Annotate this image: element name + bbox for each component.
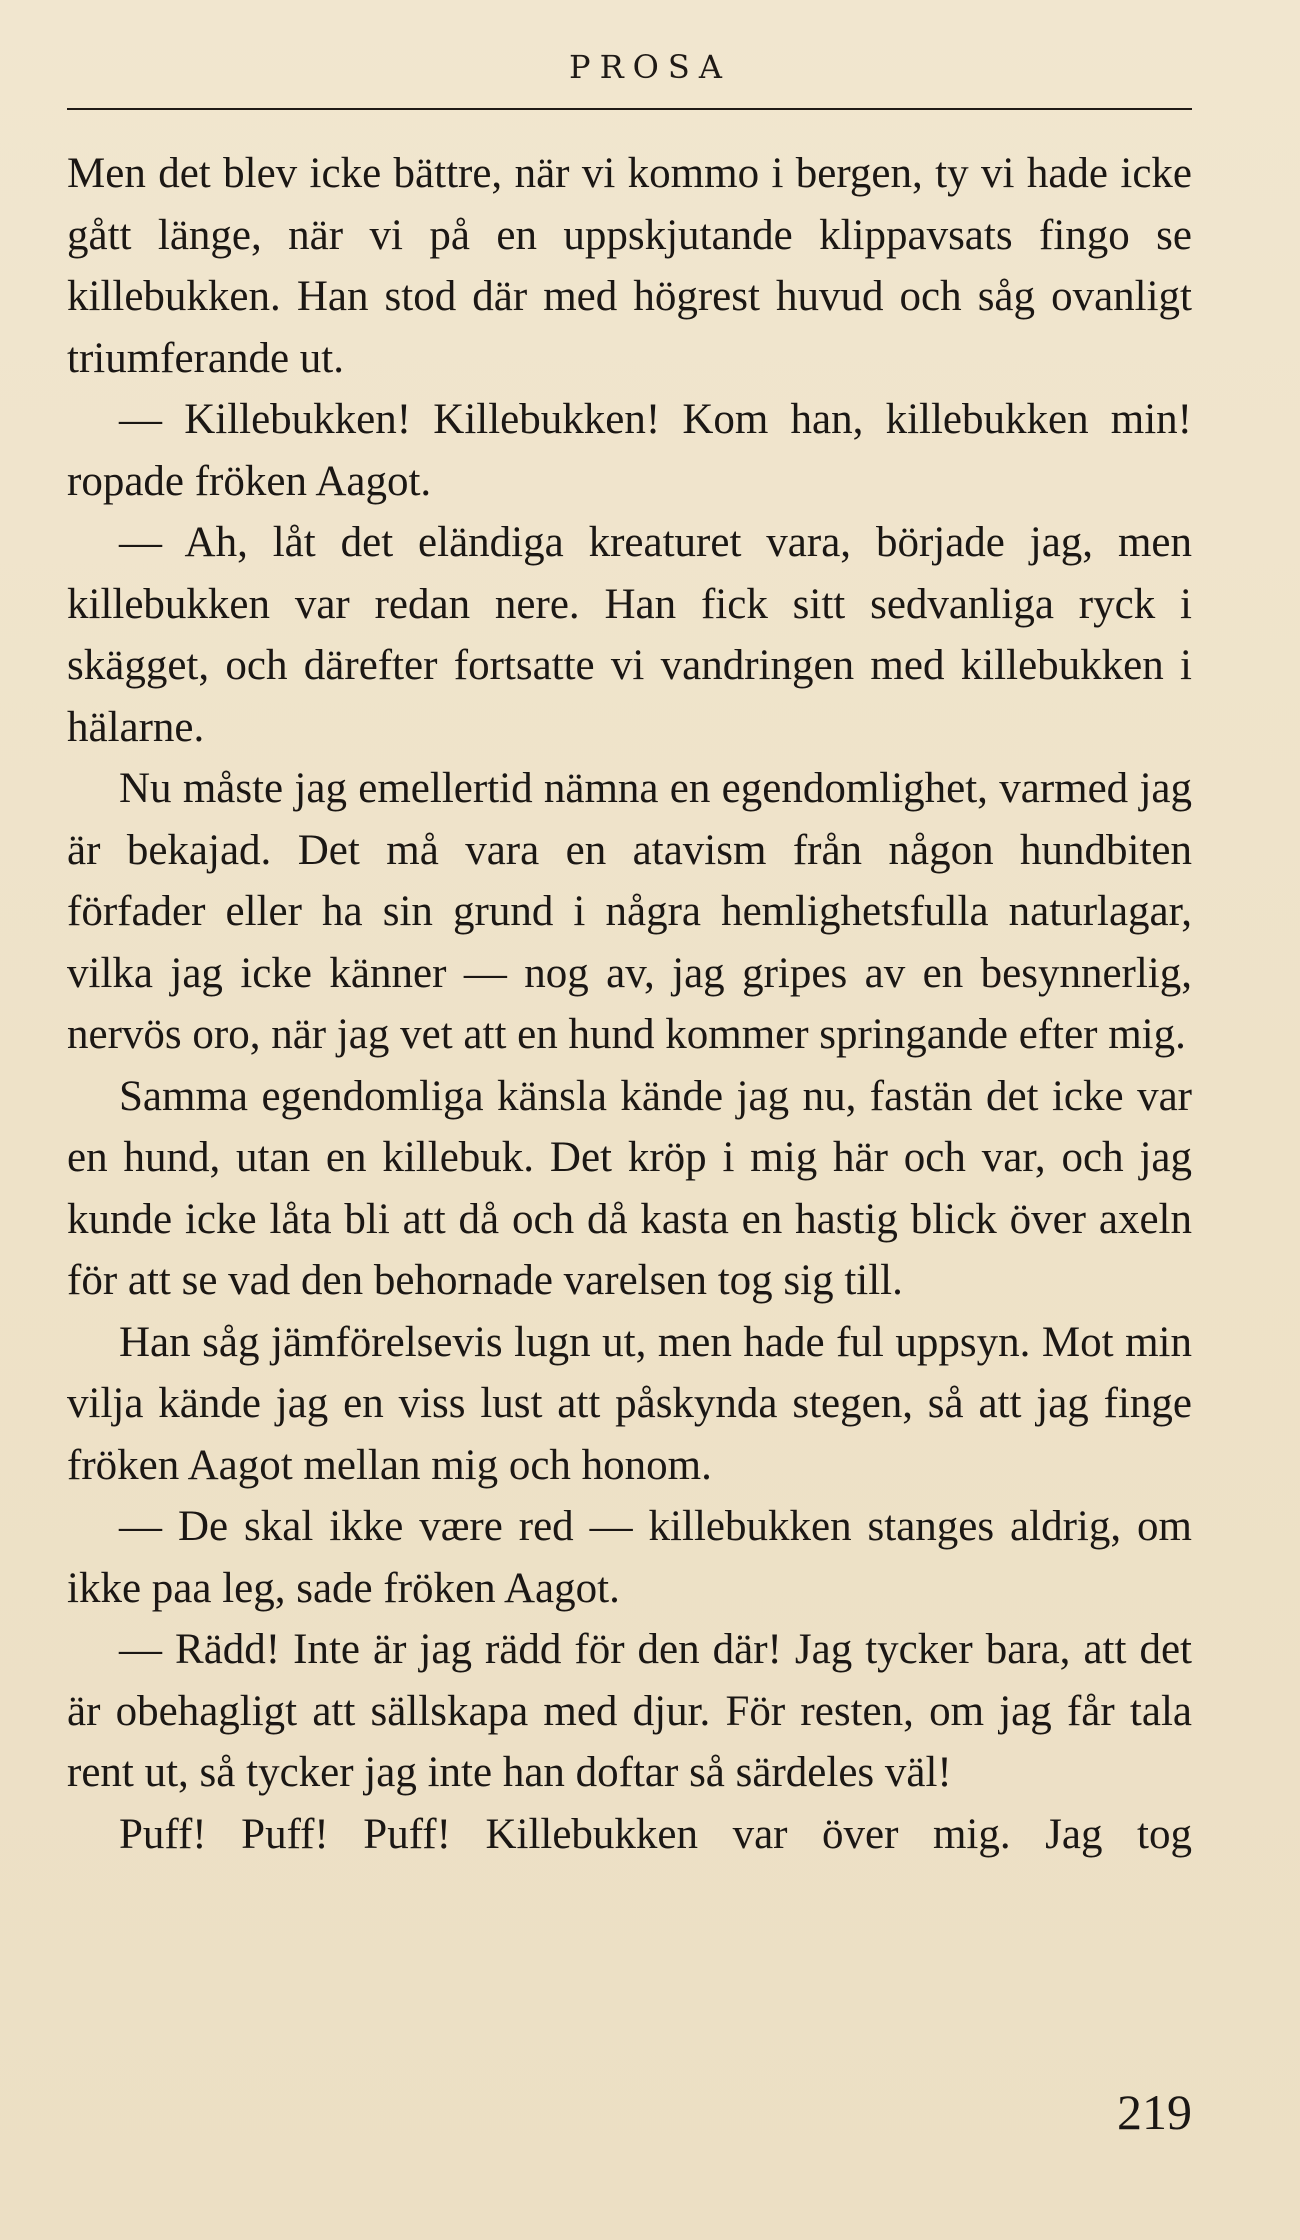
paragraph: Samma egendomliga känsla kände jag nu, fastän det icke var en hund, utan en killebuk. Det kröp i mig här och var, och jag kunde icke låta bli att då och då kasta en hastig blick över axeln för att se vad den behornade varelsen tog sig till. (67, 1072, 1192, 1304)
dialogue-paragraph: — De skal ikke være red — killebukken stanges aldrig, om ikke paa leg, sade fröken Aagot. (67, 1503, 1192, 1612)
paragraph: Men det blev icke bättre, när vi kommo i bergen, ty vi hade icke gått länge, när vi på en uppskjutande klippavsats fingo se killebukken. Han stod där med högrest huvud och såg ovanligt triumferande ut. (67, 150, 1192, 382)
paragraph-continues: Puff! Puff! Puff! Killebukken var över mig. Jag tog (119, 1810, 1192, 1858)
running-title: PROSA (569, 48, 731, 86)
paragraph: Han såg jämförelsevis lugn ut, men hade ful uppsyn. Mot min vilja kände jag en viss lust att påskynda stegen, så att jag finge fröken Aagot mellan mig och honom. (67, 1318, 1192, 1489)
paragraph: Nu måste jag emellertid nämna en egendomlighet, varmed jag är bekajad. Det må vara en atavism från någon hundbiten förfader eller ha sin grund i några hemlighetsfulla naturlagar, vilka jag icke känner — nog av, jag gripes av en besynnerlig, nervös oro, när jag vet att en hund kommer springande efter mig. (67, 765, 1192, 1058)
dialogue-paragraph: — Ah, låt det eländiga kreaturet vara, började jag, men killebukken var redan nere. Han fick sitt sedvanliga ryck i skägget, och därefter fortsatte vi vandringen med killebukken i hälarne. (67, 519, 1192, 751)
body-text (67, 143, 1192, 1865)
dialogue-paragraph: — Rädd! Inte är jag rädd för den där! Jag tycker bara, att det är obehagligt att sällskapa med djur. För resten, om jag får tala rent ut, så tycker jag inte han doftar så särdeles väl! (67, 1626, 1192, 1796)
page-number: 219 (1117, 2084, 1192, 2140)
header-rule (67, 108, 1192, 110)
dialogue-paragraph: — Killebukken! Killebukken! Kom han, killebukken min! ropade fröken Aagot. (67, 396, 1192, 505)
